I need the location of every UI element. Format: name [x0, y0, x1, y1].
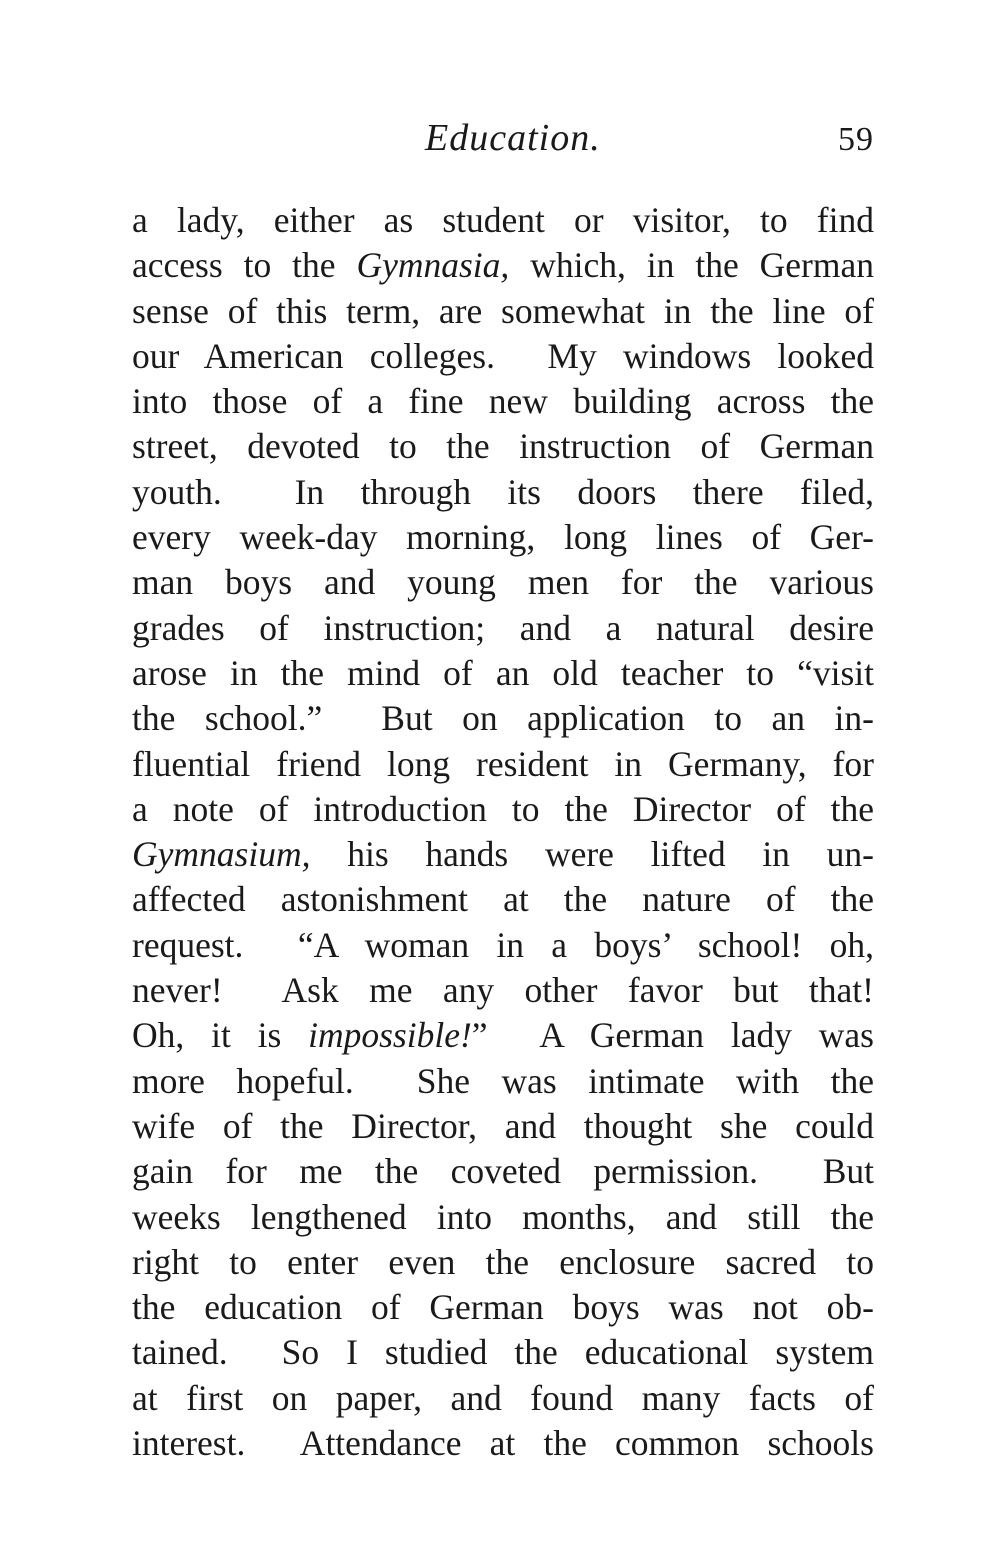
text-line	[132, 1104, 874, 1149]
text-segment: right to enter even the enclosure sacred to	[132, 1241, 874, 1282]
text-segment: interest. Attendance at the common schools	[132, 1423, 874, 1464]
text-segment: sense of this term, are somewhat in the line of	[132, 290, 874, 331]
text-segment: into those of a fine new building across the	[132, 381, 874, 422]
text-line	[132, 243, 874, 288]
text-line	[132, 696, 874, 741]
text-segment: more hopeful. She was intimate with the	[132, 1060, 874, 1101]
italic-text-segment: Gymnasium,	[132, 834, 311, 875]
text-segment: our American colleges. My windows looked	[132, 335, 874, 376]
text-line	[132, 923, 874, 968]
page-number: 59	[838, 121, 874, 158]
text-line	[132, 1240, 874, 1285]
text-line	[132, 560, 874, 605]
text-line	[132, 1285, 874, 1330]
text-segment: at first on paper, and found many facts of	[132, 1377, 874, 1418]
text-segment: grades of instruction; and a natural desire	[132, 607, 874, 648]
text-line	[132, 1149, 874, 1194]
text-segment: a note of introduction to the Director of the	[132, 788, 874, 829]
text-line	[132, 515, 874, 560]
text-segment: a lady, either as student or visitor, to find	[132, 200, 874, 240]
text-line	[132, 968, 874, 1013]
text-segment: the education of German boys was not ob-	[132, 1287, 874, 1328]
text-line	[132, 877, 874, 922]
italic-text-segment: impossible!	[308, 1015, 472, 1056]
text-segment: street, devoted to the instruction of German	[132, 426, 874, 467]
text-segment: every week-day morning, long lines of Ger-	[132, 517, 874, 558]
text-segment: Oh, it is	[132, 1015, 309, 1056]
text-line	[132, 1330, 874, 1375]
text-segment: youth. In through its doors there filed,	[132, 471, 874, 512]
text-segment: request. “A woman in a boys’ school! oh,	[132, 924, 874, 965]
text-line	[132, 787, 874, 832]
running-title: Education.	[425, 117, 601, 159]
text-segment: affected astonishment at the nature of the	[132, 879, 874, 920]
text-line	[132, 606, 874, 651]
text-line	[132, 651, 874, 696]
text-line	[132, 1059, 874, 1104]
text-segment: weeks lengthened into months, and still the	[132, 1196, 874, 1237]
text-line	[132, 289, 874, 334]
text-line	[132, 198, 874, 243]
text-segment: access to the	[132, 245, 357, 286]
italic-text-segment: Gymnasia,	[356, 245, 510, 286]
text-line	[132, 334, 874, 379]
text-line	[132, 1195, 874, 1240]
text-segment: fluential friend long resident in Germany, for	[132, 743, 874, 784]
body-text	[132, 198, 874, 1466]
text-line	[132, 379, 874, 424]
text-segment: never! Ask me any other favor but that!	[132, 970, 874, 1011]
text-line	[132, 1421, 874, 1466]
text-line	[132, 470, 874, 515]
text-segment: man boys and young men for the various	[132, 562, 874, 603]
text-segment: arose in the mind of an old teacher to “visit	[132, 652, 874, 693]
text-segment: tained. So I studied the educational system	[132, 1332, 874, 1373]
text-line	[132, 424, 874, 469]
text-line	[132, 832, 874, 877]
text-segment: gain for me the coveted permission. But	[132, 1151, 874, 1192]
text-segment: which, in the German	[509, 245, 874, 286]
text-segment: wife of the Director, and thought she could	[132, 1105, 874, 1146]
text-line	[132, 1376, 874, 1421]
text-line	[132, 742, 874, 787]
page-header	[132, 108, 874, 168]
text-segment: ” A German lady was	[471, 1015, 874, 1056]
text-segment: the school.” But on application to an in-	[132, 698, 874, 739]
text-line	[132, 1013, 874, 1058]
text-segment: his hands were lifted in un-	[310, 834, 874, 875]
